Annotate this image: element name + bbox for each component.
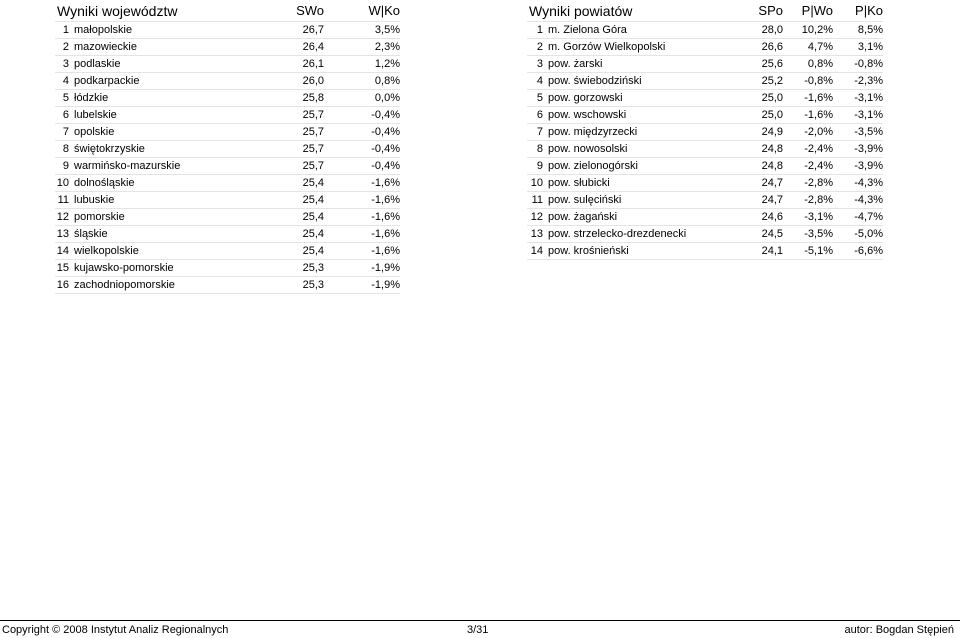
pko-cell: -4,3%: [833, 175, 883, 192]
table-row: [55, 277, 400, 294]
pko-cell: -5,0%: [833, 226, 883, 243]
rank-cell: 4: [55, 73, 69, 90]
swo-cell: 25,8: [244, 90, 324, 107]
column-header-swo: SWo: [296, 3, 324, 18]
spo-cell: 25,2: [725, 73, 783, 90]
spo-cell: 24,8: [725, 158, 783, 175]
pko-cell: -3,9%: [833, 158, 883, 175]
name-cell: pow. żarski: [543, 56, 725, 73]
wko-cell: -1,6%: [324, 226, 400, 243]
pko-cell: -4,3%: [833, 192, 883, 209]
wko-cell: -1,9%: [324, 277, 400, 294]
rank-cell: 3: [527, 56, 543, 73]
pwo-cell: -1,6%: [783, 107, 833, 124]
rank-cell: 8: [55, 141, 69, 158]
table-row: [55, 260, 400, 277]
rank-cell: 3: [55, 56, 69, 73]
wko-cell: -0,4%: [324, 124, 400, 141]
rank-cell: 2: [527, 39, 543, 56]
wko-cell: -0,4%: [324, 158, 400, 175]
table-row: [55, 243, 400, 260]
pwo-cell: 0,8%: [783, 56, 833, 73]
table-row: [527, 226, 883, 243]
wko-cell: -1,9%: [324, 260, 400, 277]
swo-cell: 25,4: [244, 209, 324, 226]
pwo-cell: -2,8%: [783, 175, 833, 192]
rank-cell: 7: [55, 124, 69, 141]
rank-cell: 8: [527, 141, 543, 158]
column-header-pko: P|Ko: [855, 3, 883, 18]
name-cell: pow. krośnieński: [543, 243, 725, 260]
spo-cell: 28,0: [725, 22, 783, 39]
rank-cell: 12: [55, 209, 69, 226]
rank-cell: 1: [527, 22, 543, 39]
rank-cell: 10: [527, 175, 543, 192]
wko-cell: 1,2%: [324, 56, 400, 73]
table-row: [527, 243, 883, 260]
author-text: autor: Bogdan Stępień: [844, 624, 954, 636]
rank-cell: 5: [527, 90, 543, 107]
name-cell: wielkopolskie: [69, 243, 244, 260]
rank-cell: 13: [55, 226, 69, 243]
name-cell: lubelskie: [69, 107, 244, 124]
name-cell: małopolskie: [69, 22, 244, 39]
table-row: [55, 158, 400, 175]
table-row: [527, 141, 883, 158]
spo-cell: 24,6: [725, 209, 783, 226]
table-row: [527, 158, 883, 175]
table-row: [55, 209, 400, 226]
spo-cell: 25,0: [725, 90, 783, 107]
table-row: [527, 107, 883, 124]
rank-cell: 14: [55, 243, 69, 260]
rank-cell: 16: [55, 277, 69, 294]
name-cell: pow. nowosolski: [543, 141, 725, 158]
wko-cell: -0,4%: [324, 107, 400, 124]
rank-cell: 2: [55, 39, 69, 56]
rank-cell: 15: [55, 260, 69, 277]
name-cell: pomorskie: [69, 209, 244, 226]
swo-cell: 26,0: [244, 73, 324, 90]
column-header-pwo: P|Wo: [801, 3, 833, 18]
name-cell: podkarpackie: [69, 73, 244, 90]
table-row: [55, 56, 400, 73]
swo-cell: 26,4: [244, 39, 324, 56]
pwo-cell: -0,8%: [783, 73, 833, 90]
name-cell: lubuskie: [69, 192, 244, 209]
name-cell: dolnośląskie: [69, 175, 244, 192]
spo-cell: 24,7: [725, 192, 783, 209]
rank-cell: 11: [527, 192, 543, 209]
pwo-cell: 4,7%: [783, 39, 833, 56]
wko-cell: -1,6%: [324, 192, 400, 209]
table-row: [55, 39, 400, 56]
swo-cell: 25,4: [244, 243, 324, 260]
wko-cell: -0,4%: [324, 141, 400, 158]
name-cell: łódzkie: [69, 90, 244, 107]
swo-cell: 25,3: [244, 260, 324, 277]
table-row: [55, 226, 400, 243]
wko-cell: -1,6%: [324, 243, 400, 260]
name-cell: pow. świebodziński: [543, 73, 725, 90]
rank-cell: 14: [527, 243, 543, 260]
pwo-cell: 10,2%: [783, 22, 833, 39]
pwo-cell: -3,5%: [783, 226, 833, 243]
spo-cell: 24,7: [725, 175, 783, 192]
page-number: 3/31: [467, 624, 489, 636]
pko-cell: 3,1%: [833, 39, 883, 56]
wko-cell: 2,3%: [324, 39, 400, 56]
swo-cell: 25,7: [244, 107, 324, 124]
swo-cell: 25,3: [244, 277, 324, 294]
swo-cell: 25,7: [244, 158, 324, 175]
rank-cell: 6: [55, 107, 69, 124]
pko-cell: -3,9%: [833, 141, 883, 158]
spo-cell: 25,0: [725, 107, 783, 124]
name-cell: podlaskie: [69, 56, 244, 73]
spo-cell: 24,5: [725, 226, 783, 243]
name-cell: kujawsko-pomorskie: [69, 260, 244, 277]
name-cell: pow. gorzowski: [543, 90, 725, 107]
spo-cell: 24,9: [725, 124, 783, 141]
rank-cell: 10: [55, 175, 69, 192]
pwo-cell: -3,1%: [783, 209, 833, 226]
county-table-title: Wyniki powiatów: [529, 2, 633, 19]
table-row: [527, 90, 883, 107]
name-cell: pow. słubicki: [543, 175, 725, 192]
rank-cell: 7: [527, 124, 543, 141]
table-row: [55, 141, 400, 158]
table-row: [527, 56, 883, 73]
pko-cell: -3,1%: [833, 90, 883, 107]
pko-cell: -3,5%: [833, 124, 883, 141]
page-footer: [0, 620, 960, 638]
rank-cell: 11: [55, 192, 69, 209]
rank-cell: 12: [527, 209, 543, 226]
name-cell: zachodniopomorskie: [69, 277, 244, 294]
pko-cell: -3,1%: [833, 107, 883, 124]
county-results-table: [527, 0, 883, 260]
table-row: [55, 22, 400, 39]
name-cell: śląskie: [69, 226, 244, 243]
pko-cell: -6,6%: [833, 243, 883, 260]
swo-cell: 25,7: [244, 124, 324, 141]
wko-cell: 0,0%: [324, 90, 400, 107]
rank-cell: 6: [527, 107, 543, 124]
rank-cell: 4: [527, 73, 543, 90]
swo-cell: 25,4: [244, 175, 324, 192]
pko-cell: -4,7%: [833, 209, 883, 226]
wko-cell: -1,6%: [324, 209, 400, 226]
table-row: [527, 192, 883, 209]
table-row: [55, 73, 400, 90]
table-row: [527, 175, 883, 192]
pwo-cell: -1,6%: [783, 90, 833, 107]
table-row: [527, 73, 883, 90]
rank-cell: 9: [55, 158, 69, 175]
spo-cell: 24,8: [725, 141, 783, 158]
column-header-wko: W|Ko: [368, 3, 400, 18]
column-header-spo: SPo: [758, 3, 783, 18]
rank-cell: 13: [527, 226, 543, 243]
county-table-body: [527, 22, 883, 260]
voivodeship-results-table: [55, 0, 400, 294]
table-row: [527, 22, 883, 39]
table-row: [55, 124, 400, 141]
name-cell: pow. sulęciński: [543, 192, 725, 209]
swo-cell: 25,7: [244, 141, 324, 158]
table-row: [527, 124, 883, 141]
pwo-cell: -2,0%: [783, 124, 833, 141]
name-cell: pow. wschowski: [543, 107, 725, 124]
pwo-cell: -5,1%: [783, 243, 833, 260]
table-row: [55, 175, 400, 192]
table-row: [527, 209, 883, 226]
pko-cell: 8,5%: [833, 22, 883, 39]
swo-cell: 25,4: [244, 192, 324, 209]
wko-cell: 3,5%: [324, 22, 400, 39]
name-cell: warmińsko-mazurskie: [69, 158, 244, 175]
name-cell: pow. żagański: [543, 209, 725, 226]
table-row: [527, 39, 883, 56]
copyright-text: Copyright © 2008 Instytut Analiz Regionalnych: [2, 624, 229, 636]
rank-cell: 9: [527, 158, 543, 175]
pko-cell: -0,8%: [833, 56, 883, 73]
name-cell: mazowieckie: [69, 39, 244, 56]
rank-cell: 1: [55, 22, 69, 39]
wko-cell: -1,6%: [324, 175, 400, 192]
spo-cell: 25,6: [725, 56, 783, 73]
name-cell: m. Gorzów Wielkopolski: [543, 39, 725, 56]
spo-cell: 26,6: [725, 39, 783, 56]
voivodeship-table-title: Wyniki województw: [57, 2, 178, 19]
name-cell: pow. zielonogórski: [543, 158, 725, 175]
table-header-row: [55, 0, 400, 22]
table-row: [55, 192, 400, 209]
name-cell: świętokrzyskie: [69, 141, 244, 158]
wko-cell: 0,8%: [324, 73, 400, 90]
name-cell: m. Zielona Góra: [543, 22, 725, 39]
rank-cell: 5: [55, 90, 69, 107]
name-cell: pow. strzelecko-drezdenecki: [543, 226, 725, 243]
pwo-cell: -2,4%: [783, 158, 833, 175]
spo-cell: 24,1: [725, 243, 783, 260]
table-row: [55, 107, 400, 124]
pwo-cell: -2,4%: [783, 141, 833, 158]
name-cell: pow. międzyrzecki: [543, 124, 725, 141]
pwo-cell: -2,8%: [783, 192, 833, 209]
voivodeship-table-body: [55, 22, 400, 294]
table-header-row: [527, 0, 883, 22]
table-row: [55, 90, 400, 107]
swo-cell: 26,1: [244, 56, 324, 73]
pko-cell: -2,3%: [833, 73, 883, 90]
name-cell: opolskie: [69, 124, 244, 141]
swo-cell: 26,7: [244, 22, 324, 39]
swo-cell: 25,4: [244, 226, 324, 243]
